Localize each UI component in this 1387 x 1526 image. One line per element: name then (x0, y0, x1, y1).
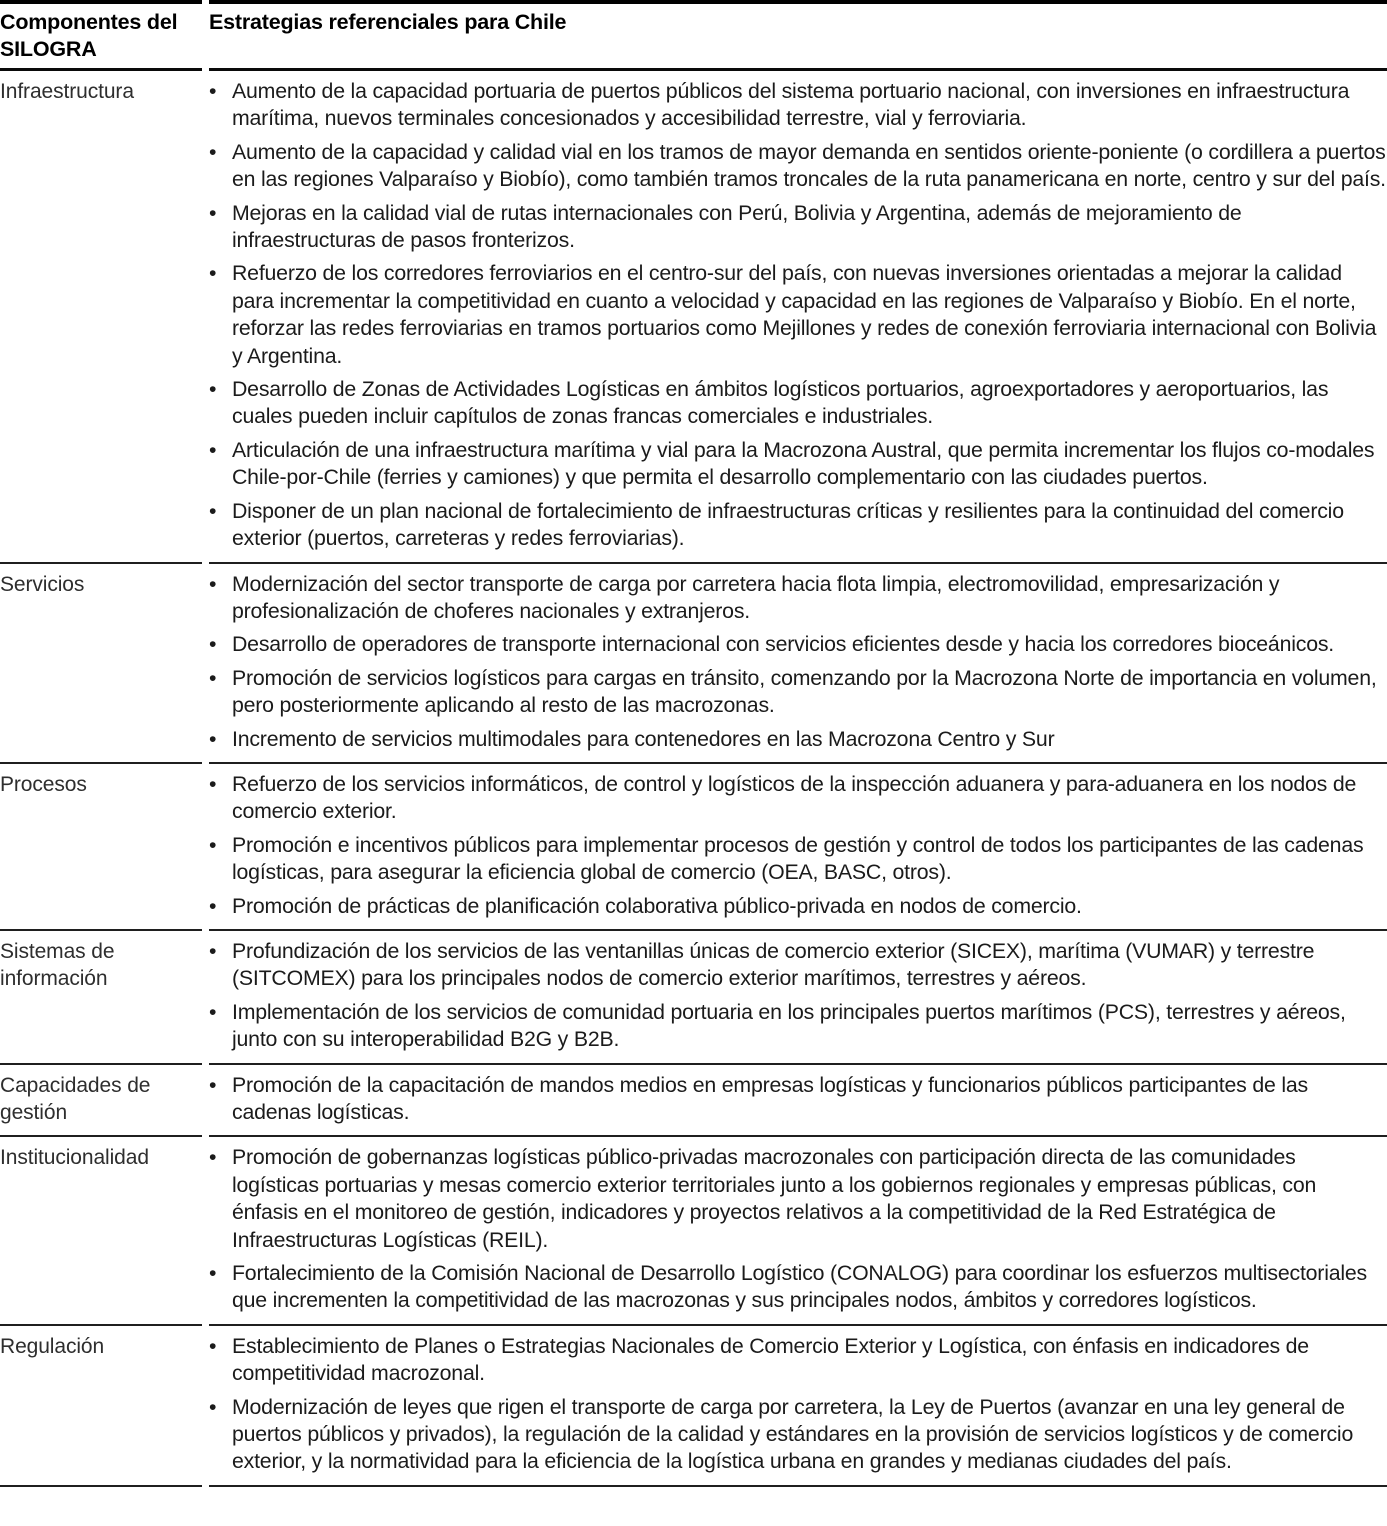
bullet-icon: • (209, 1261, 217, 1286)
strategy-item (209, 938, 1387, 993)
table-row (0, 1326, 1387, 1487)
bullet-icon: • (209, 1072, 217, 1097)
strategy-item (209, 571, 1387, 626)
strategy-item (209, 832, 1387, 887)
strategy-text: Disponer de un plan nacional de fortalecimiento de infraestructuras críticas y resilientes para la continuidad del comercio exterior (puertos, carreteras y redes ferroviarias). (232, 498, 1344, 551)
strategy-item (209, 260, 1387, 370)
strategy-item (209, 437, 1387, 492)
bullet-icon: • (209, 200, 217, 225)
strategy-item (209, 78, 1387, 133)
strategy-text: Implementación de los servicios de comunidad portuaria en los principales puertos marítimos (PCS), terrestres y aéreos, junto con su interoperabilidad B2G y B2B. (232, 999, 1346, 1052)
table-row (0, 564, 1387, 764)
strategy-item (209, 1260, 1387, 1315)
strategy-text: Profundización de los servicios de las ventanillas únicas de comercio exterior (SICEX), marítima (VUMAR) y terrestre (SITCOMEX) para los principales nodos de comercio exterior marítimos, terrestres y aéreos. (232, 938, 1315, 991)
strategy-text: Fortalecimiento de la Comisión Nacional de Desarrollo Logístico (CONALOG) para coordinar los esfuerzos multisectoriales que incrementen la competitividad de las macrozonas y sus principales nodos, ámbitos y corredores logísticos. (232, 1261, 1367, 1313)
bullet-icon: • (209, 771, 217, 796)
bullet-icon: • (209, 261, 217, 286)
table-row (0, 931, 1387, 1065)
table-row (0, 1137, 1387, 1325)
strategy-item (209, 893, 1387, 920)
strategy-item (209, 139, 1387, 194)
strategy-text: Mejoras en la calidad vial de rutas internacionales con Perú, Bolivia y Argentina, además de mejoramiento de infraestructuras de pasos fronterizos. (232, 200, 1242, 253)
strategy-item (209, 376, 1387, 431)
strategies-cell (209, 1065, 1387, 1138)
strategy-text: Modernización del sector transporte de carga por carretera hacia flota limpia, electromovilidad, empresarización y profesionalización de choferes nacionales y extranjeros. (232, 571, 1280, 623)
strategy-text: Refuerzo de los corredores ferroviarios en el centro-sur del país, con nuevas inversiones orientadas a mejorar la calidad para incrementar la competitividad en cuanto a velocidad y capacidad en las regiones de Valparaíso y Biobío. En el norte, reforzar las redes ferroviarias en tramos portuarios como Mejillones y redes de conexión ferroviaria internacional con Bolivia y Argentina. (232, 261, 1377, 368)
strategy-text: Refuerzo de los servicios informáticos, de control y logísticos de la inspección aduanera y para-aduanera en los nodos de comercio exterior. (232, 771, 1357, 824)
bullet-icon: • (209, 726, 217, 751)
header-col-componentes: Componentes del SILOGRA (0, 0, 202, 71)
strategy-item (209, 1072, 1387, 1127)
bullet-icon: • (209, 665, 217, 690)
bullet-icon: • (209, 437, 217, 462)
bullet-icon: • (209, 832, 217, 857)
strategies-cell (209, 931, 1387, 1065)
strategy-text: Establecimiento de Planes o Estrategias Nacionales de Comercio Exterior y Logística, con énfasis en indicadores de competitividad macrozonal. (232, 1333, 1309, 1386)
strategy-item (209, 631, 1387, 658)
strategy-text: Promoción de servicios logísticos para cargas en tránsito, comenzando por la Macrozona Norte de importancia en volumen, pero posteriormente aplicando al resto de las macrozonas. (232, 665, 1377, 718)
component-label: Servicios (0, 564, 202, 764)
table-row (0, 71, 1387, 564)
strategy-item (209, 771, 1387, 826)
strategy-text: Promoción de gobernanzas logísticas público-privadas macrozonales con participación directa de las comunidades logísticas portuarias y mesas comercio exterior territoriales junto a los gobiernos regionales y empresas públicas, con énfasis en el monitoreo de gestión, indicadores y proyectos relativos a la competitividad de la Red Estratégica de Infraestructuras Logísticas (REIL). (232, 1145, 1317, 1252)
bullet-icon: • (209, 1394, 217, 1419)
strategy-text: Desarrollo de Zonas de Actividades Logísticas en ámbitos logísticos portuarios, agroexportadores y aeroportuarios, las cuales pueden incluir capítulos de zonas francas comerciales e industriales. (232, 377, 1329, 429)
strategies-cell (209, 1137, 1387, 1325)
strategy-text: Aumento de la capacidad y calidad vial en los tramos de mayor demanda en sentidos oriente-poniente (o cordillera a puertos en las regiones Valparaíso y Biobío), como también tramos troncales de la ruta panamericana en norte, centro y sur del país. (232, 139, 1386, 192)
strategies-cell (209, 564, 1387, 764)
bullet-icon: • (209, 1145, 217, 1170)
strategy-item (209, 1394, 1387, 1476)
strategy-text: Promoción de prácticas de planificación colaborativa público-privada en nodos de comercio. (232, 893, 1082, 918)
strategy-text: Promoción de la capacitación de mandos medios en empresas logísticas y funcionarios públicos participantes de las cadenas logísticas. (232, 1072, 1308, 1124)
strategy-item (209, 498, 1387, 553)
table-header (0, 0, 1387, 71)
bullet-icon: • (209, 938, 217, 963)
strategy-text: Modernización de leyes que rigen el transporte de carga por carretera, la Ley de Puertos (avanzar en una ley general de puertos públicos y privados), la regulación de la calidad y estándares en la provisión de servicios logísticos y de comercio exterior, y la normatividad para la eficiencia de la logística urbana en grandes y medianas ciudades del país. (232, 1394, 1354, 1474)
table-row (0, 764, 1387, 931)
component-label: Capacidades de gestión (0, 1065, 202, 1138)
strategy-item (209, 665, 1387, 720)
table-body (0, 71, 1387, 1487)
bullet-icon: • (209, 377, 217, 402)
strategy-text: Aumento de la capacidad portuaria de puertos públicos del sistema portuario nacional, con inversiones en infraestructura marítima, nuevos terminales concesionados y accesibilidad terrestre, vial y ferroviaria. (232, 79, 1350, 131)
strategy-item (209, 1144, 1387, 1254)
strategy-text: Promoción e incentivos públicos para implementar procesos de gestión y control de todos los participantes de las cadenas logísticas, para asegurar la eficiencia global de comercio (OEA, BASC, otros). (232, 832, 1364, 885)
strategies-cell (209, 71, 1387, 564)
strategy-item (209, 200, 1387, 255)
table-row (0, 1065, 1387, 1138)
strategy-text: Incremento de servicios multimodales para contenedores en las Macrozona Centro y Sur (232, 726, 1055, 751)
bullet-icon: • (209, 79, 217, 103)
bullet-icon: • (209, 571, 217, 596)
component-label: Procesos (0, 764, 202, 931)
strategy-item (209, 999, 1387, 1054)
bullet-icon: • (209, 498, 217, 523)
strategies-cell (209, 1326, 1387, 1487)
component-label: Regulación (0, 1326, 202, 1487)
strategy-text: Articulación de una infraestructura marítima y vial para la Macrozona Austral, que permita incrementar los flujos co-modales Chile-por-Chile (ferries y camiones) y que permita el desarrollo complementario con las ciudades puertos. (232, 437, 1375, 490)
component-label: Sistemas de información (0, 931, 202, 1065)
header-col-estrategias: Estrategias referenciales para Chile (209, 0, 1387, 71)
component-label: Infraestructura (0, 71, 202, 564)
bullet-icon: • (209, 893, 217, 918)
bullet-icon: • (209, 139, 217, 164)
strategy-item (209, 726, 1387, 753)
bullet-icon: • (209, 1333, 217, 1358)
strategies-cell (209, 764, 1387, 931)
bullet-icon: • (209, 632, 217, 657)
strategy-text: Desarrollo de operadores de transporte internacional con servicios eficientes desde y hacia los corredores bioceánicos. (232, 632, 1335, 657)
component-label: Institucionalidad (0, 1137, 202, 1325)
strategy-item (209, 1333, 1387, 1388)
bullet-icon: • (209, 999, 217, 1024)
